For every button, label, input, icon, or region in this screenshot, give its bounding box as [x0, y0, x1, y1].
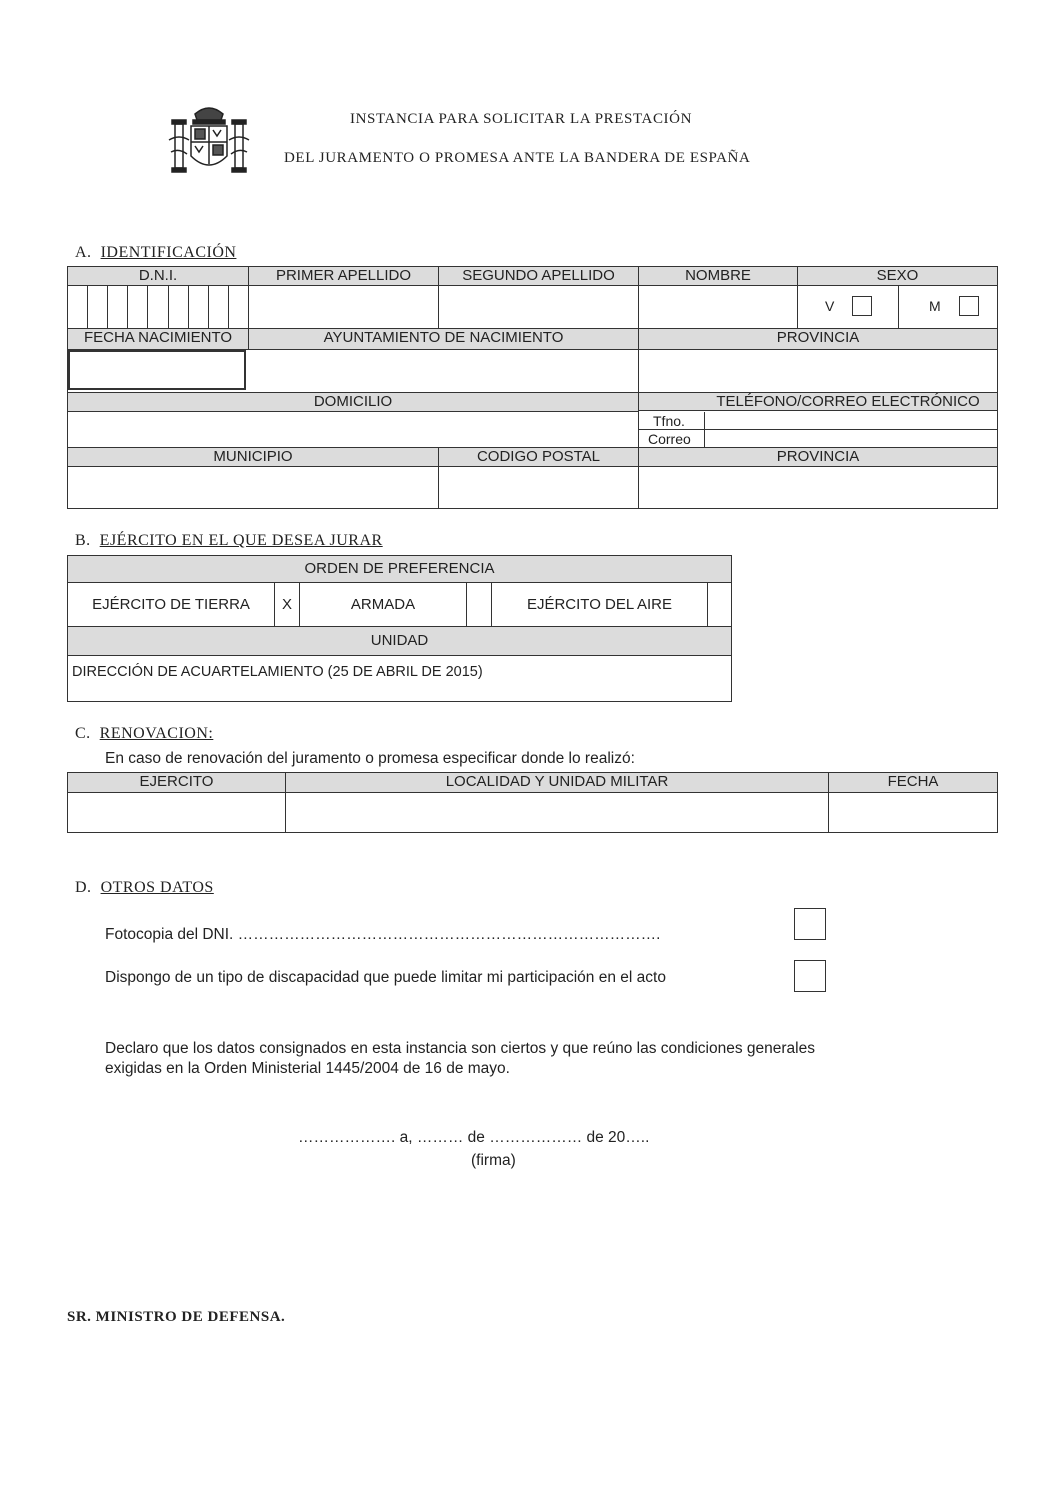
telefono-correo-header: TELÉFONO/CORREO ELECTRÓNICO: [639, 393, 997, 411]
addressee: SR. MINISTRO DE DEFENSA.: [67, 1309, 286, 1325]
firma-label: (firma): [471, 1152, 516, 1169]
section-a-title: IDENTIFICACIÓN: [100, 244, 237, 261]
declaration-line-1: Declaro que los datos consignados en esta instancia son ciertos y que reúno las condiciones generales: [105, 1040, 815, 1057]
section-a-heading: [75, 244, 236, 262]
fecha-nacimiento-header: FECHA NACIMIENTO: [68, 329, 249, 350]
armada-label: ARMADA: [300, 583, 467, 626]
discapacidad-checkbox[interactable]: [794, 960, 826, 992]
unidad-value[interactable]: DIRECCIÓN DE ACUARTELAMIENTO (25 DE ABRIL DE 2015): [72, 664, 483, 680]
sexo-m-checkbox[interactable]: [959, 296, 979, 316]
section-b-heading: [75, 532, 383, 550]
ayuntamiento-header: AYUNTAMIENTO DE NACIMIENTO: [249, 329, 639, 350]
sexo-v-label: V: [825, 298, 835, 314]
declaration-line-2: exigidas en la Orden Ministerial 1445/2004 de 16 de mayo.: [105, 1060, 510, 1077]
provincia-2-input[interactable]: [639, 467, 997, 508]
section-c-letter: C.: [75, 725, 91, 742]
tierra-checkbox[interactable]: X: [275, 583, 300, 626]
sexo-m-cell: [899, 286, 997, 328]
municipio-header: MUNICIPIO: [68, 448, 439, 467]
tfno-input[interactable]: [704, 412, 998, 430]
sexo-v-checkbox[interactable]: [852, 296, 872, 316]
title-line-2: DEL JURAMENTO O PROMESA ANTE LA BANDERA DE ESPAÑA: [284, 150, 751, 166]
unidad-header: UNIDAD: [68, 626, 731, 656]
primer-apellido-input[interactable]: [249, 286, 439, 328]
fotocopia-dni-checkbox[interactable]: [794, 908, 826, 940]
dni-header: D.N.I.: [68, 267, 249, 286]
tierra-label: EJÉRCITO DE TIERRA: [68, 583, 275, 626]
localidad-header: LOCALIDAD Y UNIDAD MILITAR: [286, 773, 829, 793]
nombre-header: NOMBRE: [639, 267, 798, 286]
orden-preferencia-header: ORDEN DE PREFERENCIA: [68, 556, 731, 583]
section-b-title: EJÉRCITO EN EL QUE DESEA JURAR: [99, 532, 383, 549]
tfno-label: Tfno.: [653, 413, 685, 429]
fotocopia-dni-label: Fotocopia del DNI. ……………………………………………………………………….: [105, 926, 661, 943]
sexo-v-cell: [798, 286, 899, 328]
section-d-heading: [75, 879, 214, 897]
correo-input[interactable]: [704, 430, 998, 447]
ayuntamiento-input[interactable]: [249, 350, 639, 392]
primer-apellido-header: PRIMER APELLIDO: [249, 267, 439, 286]
domicilio-input[interactable]: [68, 412, 639, 447]
ejercito-header: EJERCITO: [68, 773, 286, 793]
municipio-input[interactable]: [68, 467, 439, 508]
domicilio-header: DOMICILIO: [68, 393, 639, 412]
nombre-input[interactable]: [639, 286, 798, 328]
date-line[interactable]: ………………. a, ……… de ……………… de 20…..: [298, 1129, 650, 1146]
section-d-title: OTROS DATOS: [100, 879, 214, 896]
section-c-heading: [75, 725, 213, 743]
renovacion-intro: En caso de renovación del juramento o promesa especificar donde lo realizó:: [105, 750, 635, 767]
segundo-apellido-input[interactable]: [439, 286, 639, 328]
segundo-apellido-header: SEGUNDO APELLIDO: [439, 267, 639, 286]
codigo-postal-header: CODIGO POSTAL: [439, 448, 639, 467]
renovacion-table: [67, 772, 998, 833]
codigo-postal-input[interactable]: [439, 467, 639, 508]
provincia-2-header: PROVINCIA: [639, 448, 997, 467]
localidad-input[interactable]: [286, 793, 829, 832]
ejercito-input[interactable]: [68, 793, 286, 832]
correo-label: Correo: [648, 431, 691, 447]
provincia-input[interactable]: [639, 350, 997, 392]
fecha-nacimiento-input[interactable]: [68, 350, 246, 390]
identification-table: [67, 266, 998, 509]
sexo-header: SEXO: [798, 267, 997, 286]
dni-input[interactable]: [68, 286, 249, 328]
coat-of-arms-icon: [165, 100, 253, 182]
provincia-header: PROVINCIA: [639, 329, 997, 350]
discapacidad-label: Dispongo de un tipo de discapacidad que puede limitar mi participación en el acto: [105, 969, 666, 986]
title-line-1: INSTANCIA PARA SOLICITAR LA PRESTACIÓN: [350, 111, 693, 127]
aire-label: EJÉRCITO DEL AIRE: [492, 583, 708, 626]
aire-checkbox[interactable]: [708, 583, 731, 626]
section-a-letter: A.: [75, 244, 92, 261]
army-table: [67, 555, 732, 702]
section-c-title: RENOVACION:: [99, 725, 214, 742]
section-d-letter: D.: [75, 879, 92, 896]
sexo-m-label: M: [929, 298, 941, 314]
fecha-header: FECHA: [829, 773, 997, 793]
armada-checkbox[interactable]: [467, 583, 492, 626]
section-b-letter: B.: [75, 532, 91, 549]
fecha-input[interactable]: [829, 793, 997, 832]
